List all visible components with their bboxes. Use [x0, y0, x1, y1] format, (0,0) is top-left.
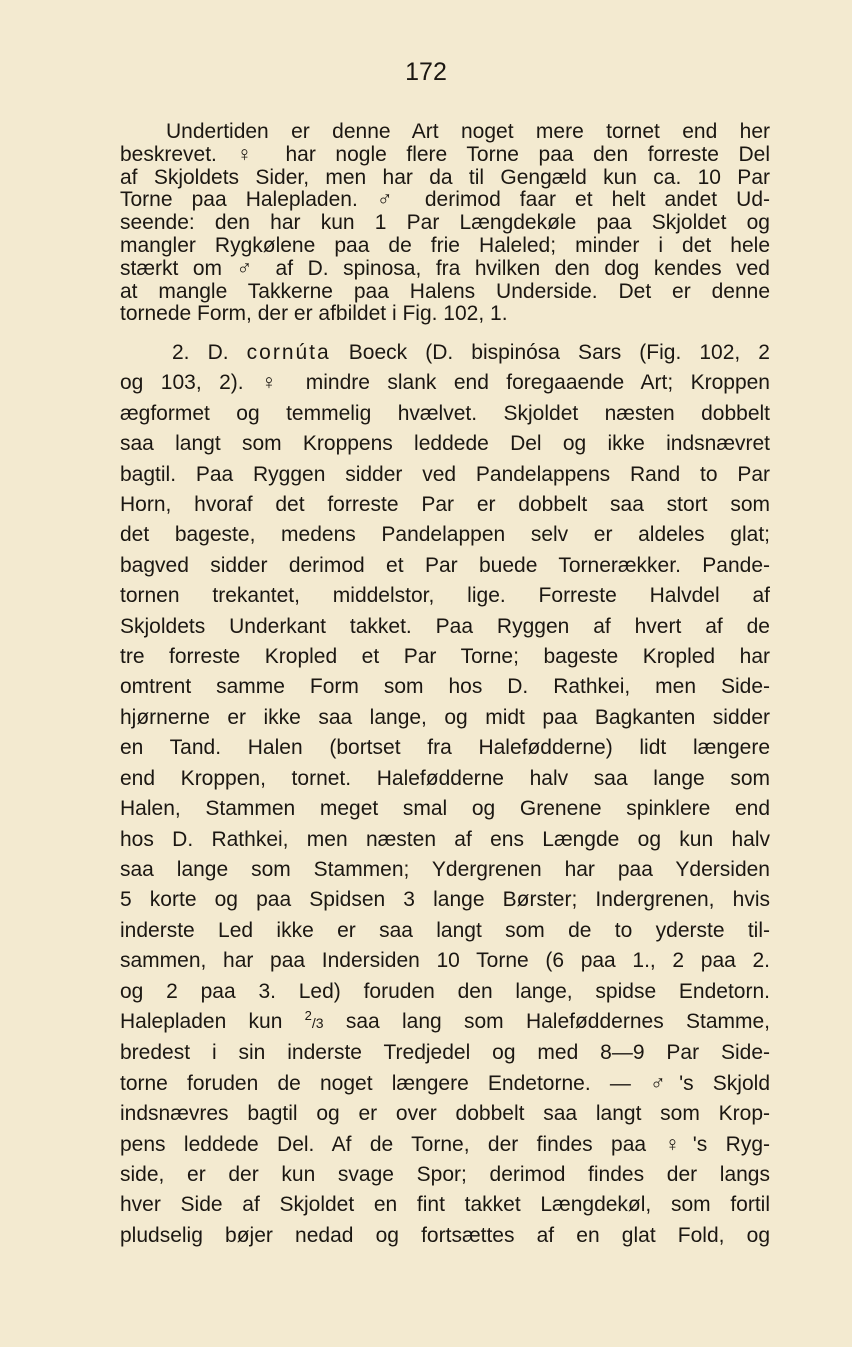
paragraph-variant-note [120, 121, 770, 326]
text-line: seende: den har kun 1 Par Længdekøle paa Skjoldet og [120, 211, 770, 235]
page-number: 172 [405, 58, 447, 86]
species-heading-line [120, 338, 770, 368]
text-line: af Skjoldets Sider, men har da til Gengæld kun ca. 10 Par [120, 165, 770, 189]
text-line: pens leddede Del. Af de Torne, der findes paa ♀'s Ryg- [120, 1132, 770, 1156]
text-line: det bageste, medens Pandelappen selv er aldeles glat; [120, 523, 770, 547]
entry-number: 2. D. [172, 341, 247, 364]
text-line: hjørnerne er ikke saa lange, og midt paa Bagkanten sidder [120, 705, 770, 729]
text-line: beskrevet. ♀ har nogle flere Torne paa den forreste Del [120, 142, 770, 166]
text-line: saa lange som Stammen; Ydergrenen har paa Ydersiden [120, 857, 770, 881]
text-line: bagved sidder derimod et Par buede Tornerækker. Pande- [120, 553, 770, 577]
text-line: Horn, hvoraf det forreste Par er dobbelt saa stort som [120, 493, 770, 517]
text-line: Halen, Stammen meget smal og Grenene spinklere end [120, 797, 770, 821]
text-line: tre forreste Kropled et Par Torne; bageste Kropled har [120, 645, 770, 669]
text-line: en Tand. Halen (bortset fra Halefødderne) lidt længere [120, 736, 770, 760]
text-line: side, er der kun svage Spor; derimod findes der langs [120, 1162, 770, 1186]
text-line: bredest i sin inderste Tredjedel og med 8—9 Par Side- [120, 1041, 770, 1065]
text-line: indsnævres bagtil og er over dobbelt saa langt som Krop- [120, 1102, 770, 1126]
fraction-denominator: /3 [311, 1014, 324, 1031]
fraction-line [120, 1007, 770, 1038]
text-fragment: Halepladen kun [120, 1009, 305, 1033]
text-line: hver Side af Skjoldet en fint takket Længdekøl, som fortil [120, 1193, 770, 1217]
text-line: hos D. Rathkei, men næsten af ens Længde og kun halv [120, 827, 770, 851]
text-line: og 103, 2). ♀ mindre slank end foregaaende Art; Kroppen [120, 371, 770, 395]
text-line: mangler Rygkølene paa de frie Haleled; minder i det hele [120, 233, 770, 257]
text-line: at mangle Takkerne paa Halens Underside. Det er denne [120, 279, 770, 303]
text-line: tornen trekantet, middelstor, lige. Forreste Halvdel af [120, 584, 770, 608]
text-line: og 2 paa 3. Led) foruden den lange, spidse Endetorn. [120, 979, 770, 1003]
text-line: bagtil. Paa Ryggen sidder ved Pandelappens Rand to Par [120, 462, 770, 486]
text-line: Undertiden er denne Art noget mere tornet end her [166, 120, 770, 143]
text-line: sammen, har paa Indersiden 10 Torne (6 paa 1., 2 paa 2. [120, 949, 770, 973]
text-line: 5 korte og paa Spidsen 3 lange Børster; Indergrenen, hvis [120, 888, 770, 912]
fraction-numerator: 2 [304, 1007, 312, 1023]
text-line: torne foruden de noget længere Endetorne. — ♂'s Skjold [120, 1071, 770, 1095]
species-authority: Boeck (D. bispinósa Sars (Fig. 102, 2 [330, 341, 770, 364]
text-line: ægformet og temmelig hvælvet. Skjoldet næsten dobbelt [120, 401, 770, 425]
species-name: cornúta [246, 341, 331, 364]
text-line: stærkt om ♂ af D. spinosa, fra hvilken den dog kendes ved [120, 256, 770, 280]
text-fragment: saa lang som Haleføddernes Stamme, [323, 1009, 770, 1033]
text-line: tornede Form, der er afbildet i Fig. 102, 1. [120, 302, 508, 326]
text-line: pludselig bøjer nedad og fortsættes af en glat Fold, og [120, 1223, 770, 1247]
text-line: omtrent samme Form som hos D. Rathkei, men Side- [120, 675, 770, 699]
text-line: saa langt som Kroppens leddede Del og ikke indsnævret [120, 432, 770, 456]
paragraph-species-description [120, 338, 770, 1251]
text-line: Skjoldets Underkant takket. Paa Ryggen af hvert af de [120, 614, 770, 638]
text-line: end Kroppen, tornet. Halefødderne halv saa lange som [120, 766, 770, 790]
text-line: Torne paa Halepladen. ♂ derimod faar et helt andet Ud- [120, 188, 770, 212]
text-line: inderste Led ikke er saa langt som de to yderste til- [120, 918, 770, 942]
